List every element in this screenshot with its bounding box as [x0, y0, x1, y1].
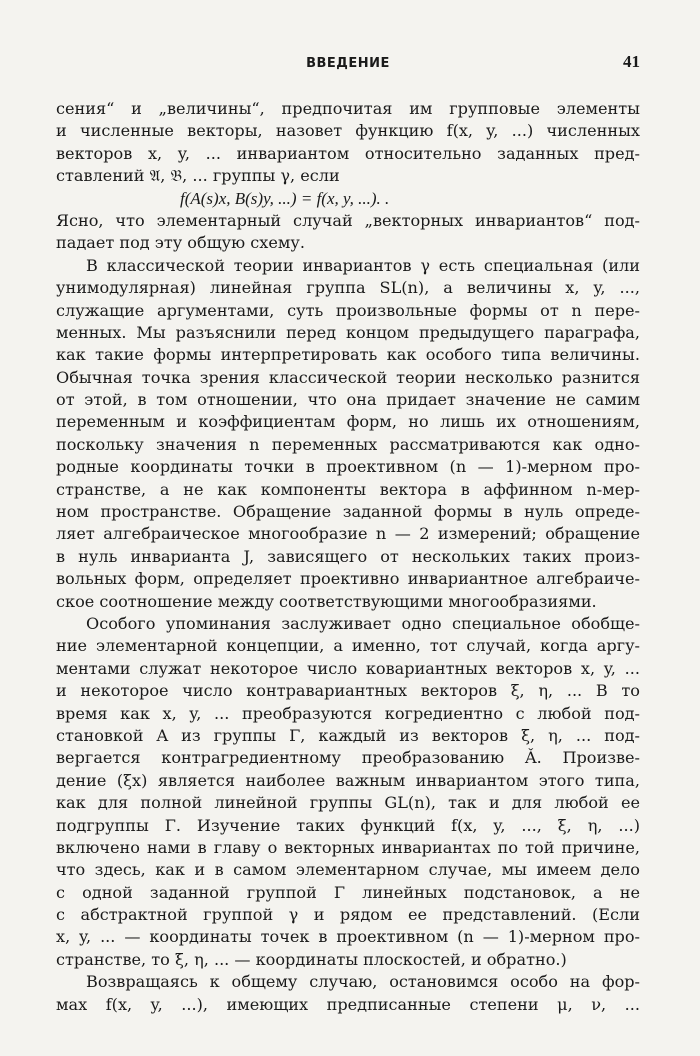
text-line: Особого упоминания заслуживает одно специальное обобще- [86, 613, 640, 633]
book-page [56, 50, 640, 1016]
text-line: Ясно, что элементарный случай „векторных инвариантов“ под- [56, 210, 640, 230]
text-line: в нуль инварианта J, зависящего от нескольких таких произ- [56, 546, 640, 566]
text-line: и численные векторы, назовет функцию f(x, y, ...) численных [56, 121, 640, 141]
text-line: ние элементарной концепции, а именно, тот случай, когда аргу- [56, 636, 640, 656]
text-line: дение (ξx) является наиболее важным инвариантом этого типа, [56, 770, 640, 790]
text-line: от этой, в том отношении, что она придает значение не самим [56, 390, 640, 410]
running-title: ВВЕДЕНИЕ [306, 56, 390, 71]
text-line: мах f(x, y, ...), имеющих предписанные степени μ, ν, ... [56, 994, 640, 1014]
text-line: унимодулярная) линейная группа SL(n), а величины x, y, ..., [56, 278, 640, 298]
text-line: вергается контрагредиентному преобразованию Ǎ. Произве- [56, 748, 640, 768]
text-line: Возвращаясь к общему случаю, остановимся особо на фор- [86, 972, 640, 992]
text-line: ментами служат некоторое число ковариантных векторов x, y, ... [56, 658, 640, 678]
text-line: что здесь, как и в самом элементарном случае, мы имеем дело [56, 860, 640, 880]
text-line: векторов x, y, ... инвариантом относительно заданных пред- [56, 143, 640, 163]
text-line: x, y, ... — координаты точек в проективном (n — 1)-мерном про- [56, 927, 640, 947]
text-line: ское соотношение между соответствующими многообразиями. [56, 591, 597, 611]
text-line: время как x, y, ... преобразуются когредиентно с любой под- [56, 703, 640, 723]
text-line: с одной заданной группой Γ линейных подстановок, а не [56, 882, 640, 902]
body-text [56, 98, 640, 1016]
text-line: Обычная точка зрения классической теории несколько разнится [56, 367, 640, 387]
text-line: и некоторое число контравариантных векторов ξ, η, ... В то [56, 681, 640, 701]
page-number: 41 [623, 52, 640, 71]
text-line: странстве, то ξ, η, ... — координаты плоскостей, и обратно.) [56, 949, 567, 969]
text-line: как такие формы интерпретировать как особого типа величины. [56, 345, 640, 365]
text-line: ном пространстве. Обращение заданной формы в нуль опреде- [56, 502, 640, 522]
text-line: служащие аргументами, суть произвольные формы от n пере- [56, 300, 640, 320]
running-head [56, 50, 640, 78]
text-line: с абстрактной группой γ и рядом ее представлений. (Если [56, 905, 640, 925]
text-line: вольных форм, определяет проективно инвариантное алгебраиче- [56, 569, 640, 589]
text-line: ляет алгебраическое многообразие n — 2 измерений; обращение [56, 524, 640, 544]
text-line: подгруппы Γ. Изучение таких функций f(x, y, ..., ξ, η, ...) [56, 815, 640, 835]
text-line: сения“ и „величины“, предпочитая им групповые элементы [56, 99, 640, 118]
text-line: становкой A из группы Γ, каждый из векторов ξ, η, ... под- [56, 725, 640, 745]
text-line: переменным и коэффициентам форм, но лишь их отношениям, [56, 412, 640, 432]
text-line: родные координаты точки в проективном (n — 1)-мерном про- [56, 457, 640, 477]
text-line: включено нами в главу о векторных инвариантах по той причине, [56, 837, 640, 857]
formula-line: f(A(s)x, B(s)y, ...) = f(x, y, ...). . [180, 188, 390, 208]
text-line: менных. Мы разъяснили перед концом предыдущего параграфа, [56, 322, 640, 342]
text-line: странстве, а не как компоненты вектора в аффинном n-мер- [56, 479, 640, 499]
text-line: поскольку значения n переменных рассматриваются как одно- [56, 434, 640, 454]
text-line: ставлений 𝔄, 𝔅, ... группы γ, если [56, 166, 340, 186]
text-line: как для полной линейной группы GL(n), так и для любой ее [56, 793, 640, 813]
text-line: В классической теории инвариантов γ есть специальная (или [86, 255, 640, 275]
text-line: падает под эту общую схему. [56, 233, 305, 253]
